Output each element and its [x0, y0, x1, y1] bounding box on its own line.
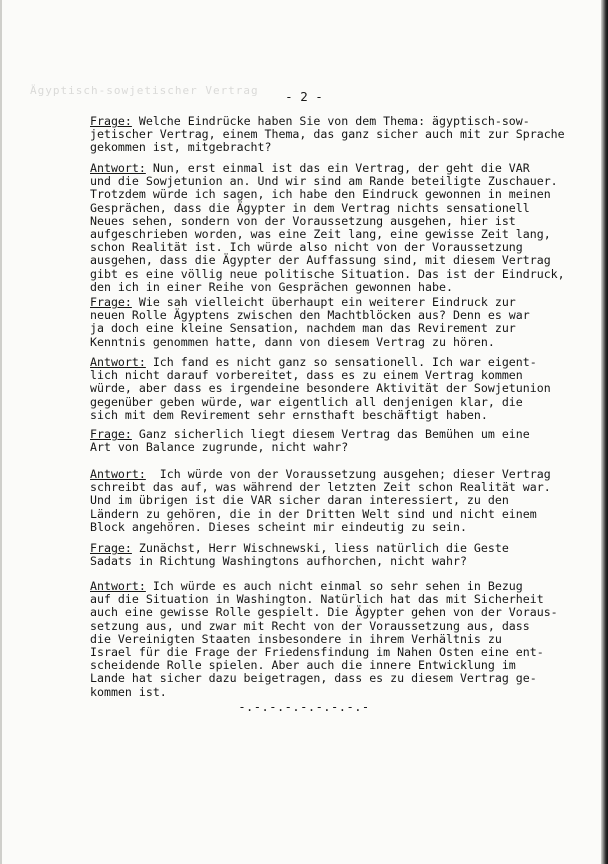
answer-label: Antwort: [90, 467, 146, 481]
line-text: und die Sowjetunion an. Und wir sind am Rande beteiligte Zuschauer. [90, 174, 558, 189]
text-line [90, 521, 606, 534]
line-text: auf die Situation in Washington. Natürlich hat das mit Sicherheit [90, 592, 544, 607]
line-text: Sadats in Richtung Washingtons aufhorchen, nicht wahr? [90, 554, 467, 569]
question-paragraph [90, 115, 606, 155]
line-text: Gesprächen, dass die Ägypter in dem Vertrag nichts sensationell [90, 200, 530, 215]
line-text: Ich würde von der Voraussetzung ausgehen; dieser Vertrag [145, 467, 551, 481]
question-label: Frage: [90, 541, 132, 555]
line-text: Nun, erst einmal ist das ein Vertrag, der geht die VAR [145, 161, 530, 175]
line-text: jetischer Vertrag, einem Thema, das ganz sicher auch mit zur Sprache [90, 127, 565, 142]
question-paragraph [90, 296, 606, 349]
line-text: setzung aus, und zwar mit Recht von der Voraussetzung aus, dass [90, 618, 530, 633]
line-text: Wie sah vielleicht überhaupt ein weiterer Eindruck zur [131, 295, 516, 309]
answer-label: Antwort: [90, 355, 146, 369]
answer-paragraph [90, 162, 606, 294]
line-text: würde, aber dass es irgendeine besondere Aktivität der Sowjetunion [90, 381, 551, 396]
line-text: kommen ist. [90, 684, 167, 699]
question-paragraph [90, 428, 606, 454]
text-line [90, 141, 606, 154]
line-text: gibt es eine völlig neue politische Situation. Das ist der Eindruck, [90, 266, 565, 281]
line-text: Welche Eindrücke haben Sie von dem Thema: ägyptisch-sow- [131, 114, 530, 128]
line-text: sich mit dem Revirement sehr ernsthaft beschäftigt haben. [90, 407, 488, 422]
question-label: Frage: [90, 295, 132, 309]
line-text: Trotzdem würde ich sagen, ich habe den Eindruck gewonnen in meinen [90, 187, 551, 202]
text-line [90, 555, 606, 568]
question-paragraph [90, 542, 606, 568]
answer-paragraph [90, 580, 606, 699]
answer-label: Antwort: [90, 161, 146, 175]
line-text: den ich in einer Reihe von Gesprächen gewonnen habe. [90, 279, 453, 294]
line-text: scheidende Rolle spielen. Aber auch die innere Entwicklung im [90, 658, 516, 673]
line-text: Ländern zu gehören, die in der Dritten Welt sind und nicht einem [90, 506, 537, 521]
line-text: Und im übrigen ist die VAR sicher daran interessiert, zu den [90, 493, 509, 508]
line-text: gegenüber geben würde, war eigentlich all denjenigen klar, die [90, 394, 523, 409]
text-line [90, 409, 606, 422]
answer-paragraph [90, 468, 606, 534]
page-number: - 2 - [285, 89, 323, 104]
line-text: Ich fand es nicht ganz so sensationell. Ich war eigent- [145, 355, 537, 369]
line-text: Ganz sicherlich liegt diesem Vertrag das Bemühen um eine [131, 427, 530, 441]
line-text: schreibt das auf, was während der letzten Zeit schon Realität war. [90, 480, 551, 495]
line-text: aufgeschrieben worden, was eine Zeit lang, eine gewisse Zeit lang, [90, 226, 551, 241]
line-text: Neues sehen, sondern von der Voraussetzung ausgehen, hier ist [90, 213, 516, 228]
line-text: ja doch eine kleine Sensation, nachdem man das Revirement zur [90, 321, 516, 336]
line-text: Ich würde es auch nicht einmal so sehr sehen in Bezug [145, 579, 523, 593]
line-text: lich nicht darauf vorbereitet, dass es zu einem Vertrag kommen [90, 368, 523, 383]
line-text: schon Realität ist. Ich würde also nicht von der Voraussetzung [90, 240, 523, 255]
text-line [90, 686, 606, 699]
line-text: Block angehören. Dieses scheint mir eindeutig zu sein. [90, 519, 467, 534]
line-text: Zunächst, Herr Wischnewski, liess natürlich die Geste [131, 541, 509, 555]
question-label: Frage: [90, 427, 132, 441]
text-line [90, 441, 606, 454]
line-text: Art von Balance zugrunde, nicht wahr? [90, 440, 349, 455]
line-text: die Vereinigten Staaten insbesondere in ihrem Verhältnis zu [90, 631, 502, 646]
text-line [90, 336, 606, 349]
scan-edge-left [0, 0, 2, 864]
line-text: auch eine gewisse Rolle gespielt. Die Ägypter gehen von der Voraus- [90, 605, 558, 620]
text-line [90, 672, 606, 685]
line-text: neuen Rolle Ägyptens zwischen den Machtblöcken aus? Denn es war [90, 308, 530, 323]
text-line [90, 281, 606, 294]
line-text: Kenntnis genommen hatte, dann von diesem Vertrag zu hören. [90, 334, 495, 349]
answer-paragraph [90, 356, 606, 422]
answer-label: Antwort: [90, 579, 146, 593]
line-text: ausgehen, dass die Ägypter der Auffassung sind, mit diesem Vertrag [90, 253, 551, 268]
line-text: Israel für die Frage der Friedensfindung im Nahen Osten eine ent- [90, 644, 544, 659]
question-label: Frage: [90, 114, 132, 128]
line-text: gekommen ist, mitgebracht? [90, 140, 272, 155]
end-separator: -.-.-.-.-.-.-.-.- [238, 700, 370, 714]
bleed-through-text: Ägyptisch-sowjetischer Vertrag [30, 84, 259, 97]
line-text: Lande hat sicher dazu beigetragen, dass es zu diesem Vertrag ge- [90, 671, 537, 686]
